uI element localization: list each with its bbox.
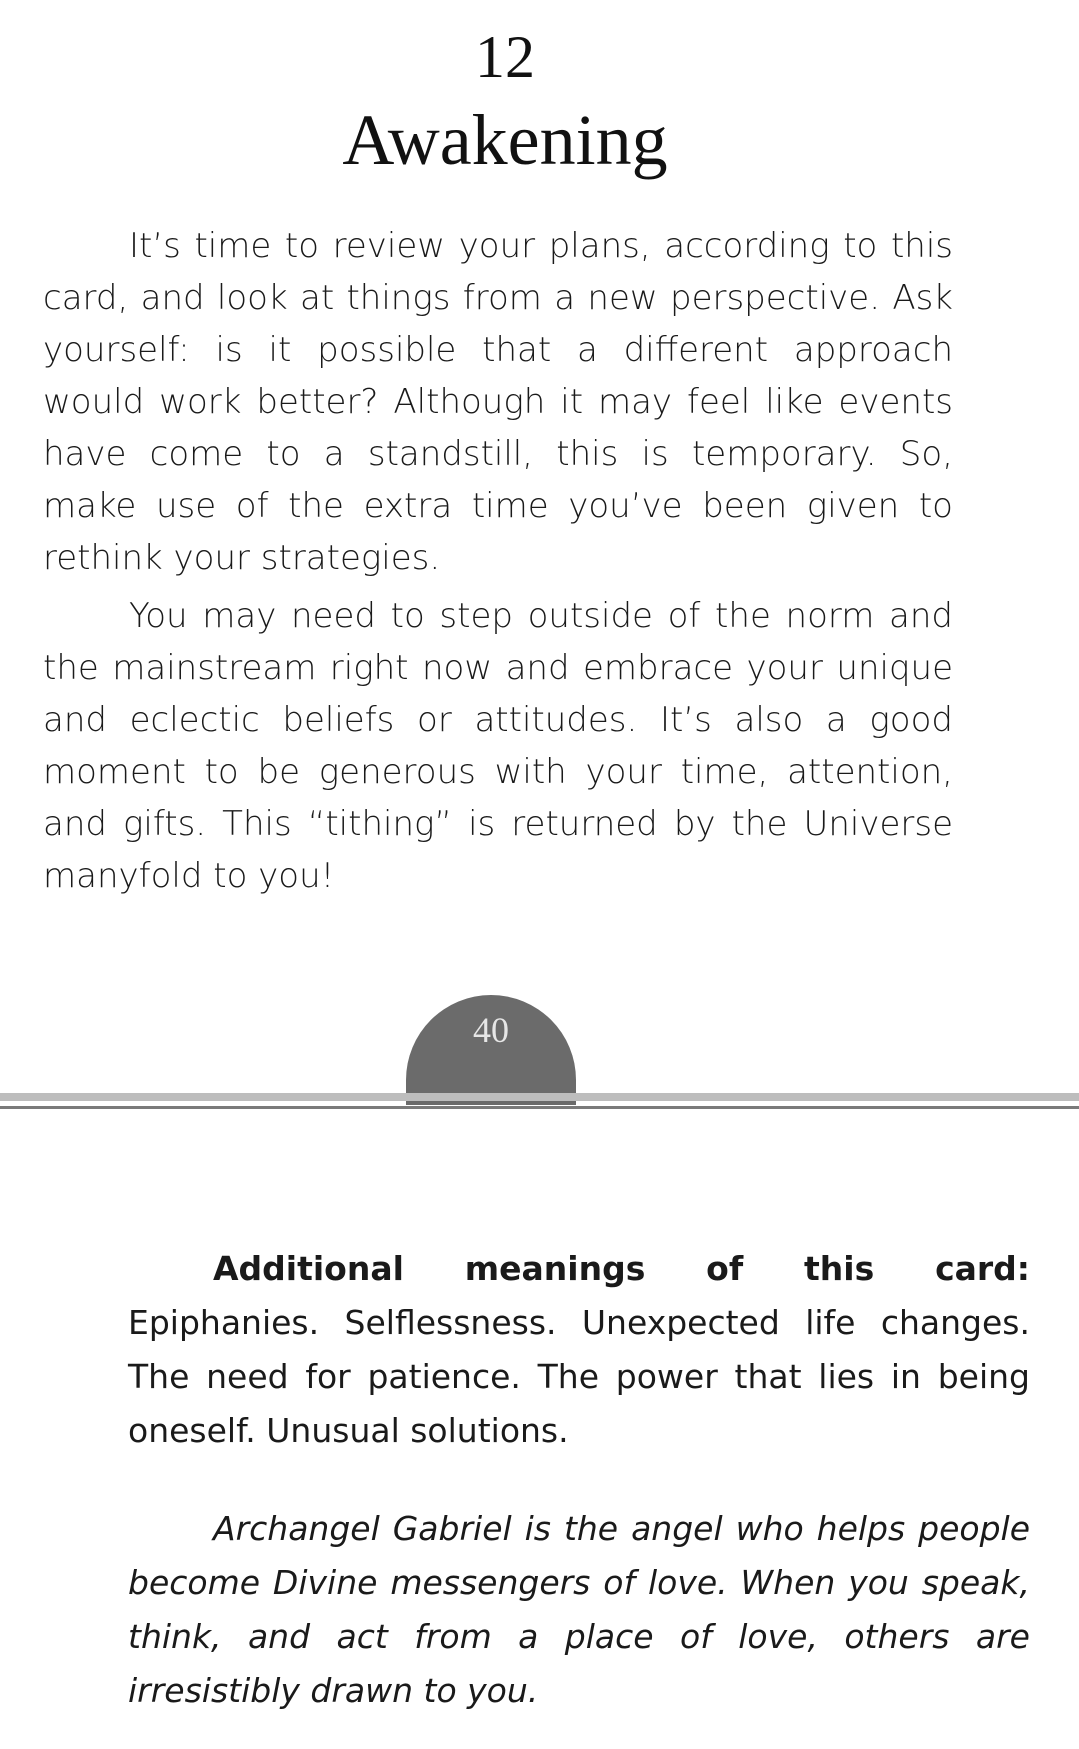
body-paragraph-2 — [43, 590, 953, 902]
page-divider — [0, 1093, 1079, 1101]
page-number-badge — [406, 995, 576, 1105]
additional-meanings-text: Epiphanies. Selflessness. Unexpected life changes. The need for patience. The power that lies in being oneself. Unusual solutions. — [128, 1303, 1030, 1450]
additional-meanings — [128, 1242, 1030, 1458]
angel-note: Archangel Gabriel is the angel who helps people become Divine messengers of love. When you speak, think, and act from a place of love, others are irresistibly drawn to you. — [128, 1509, 1030, 1710]
paragraph-text: You may need to step outside of the norm and the mainstream right now and embrace your unique and eclectic beliefs or attitudes. It’s also a good moment to be generous with your time, attention, and gifts. This “tithing” is returned by the Universe manyfold to you! — [43, 596, 953, 896]
paragraph-text: It’s time to review your plans, according to this card, and look at things from a new perspective. Ask yourself: is it possible that a different approach would work better? Although it may feel like events have come to a standstill, this is temporary. So, make use of the extra time you’ve been given to rethink your strategies. — [43, 226, 953, 578]
page-divider-line — [0, 1106, 1079, 1109]
body-paragraph-1 — [43, 220, 953, 584]
card-title: Awakening — [342, 100, 668, 180]
page-number: 40 — [473, 1010, 509, 1050]
additional-meanings-label: Additional meanings of this card: — [213, 1249, 1030, 1288]
card-number: 12 — [475, 24, 535, 90]
